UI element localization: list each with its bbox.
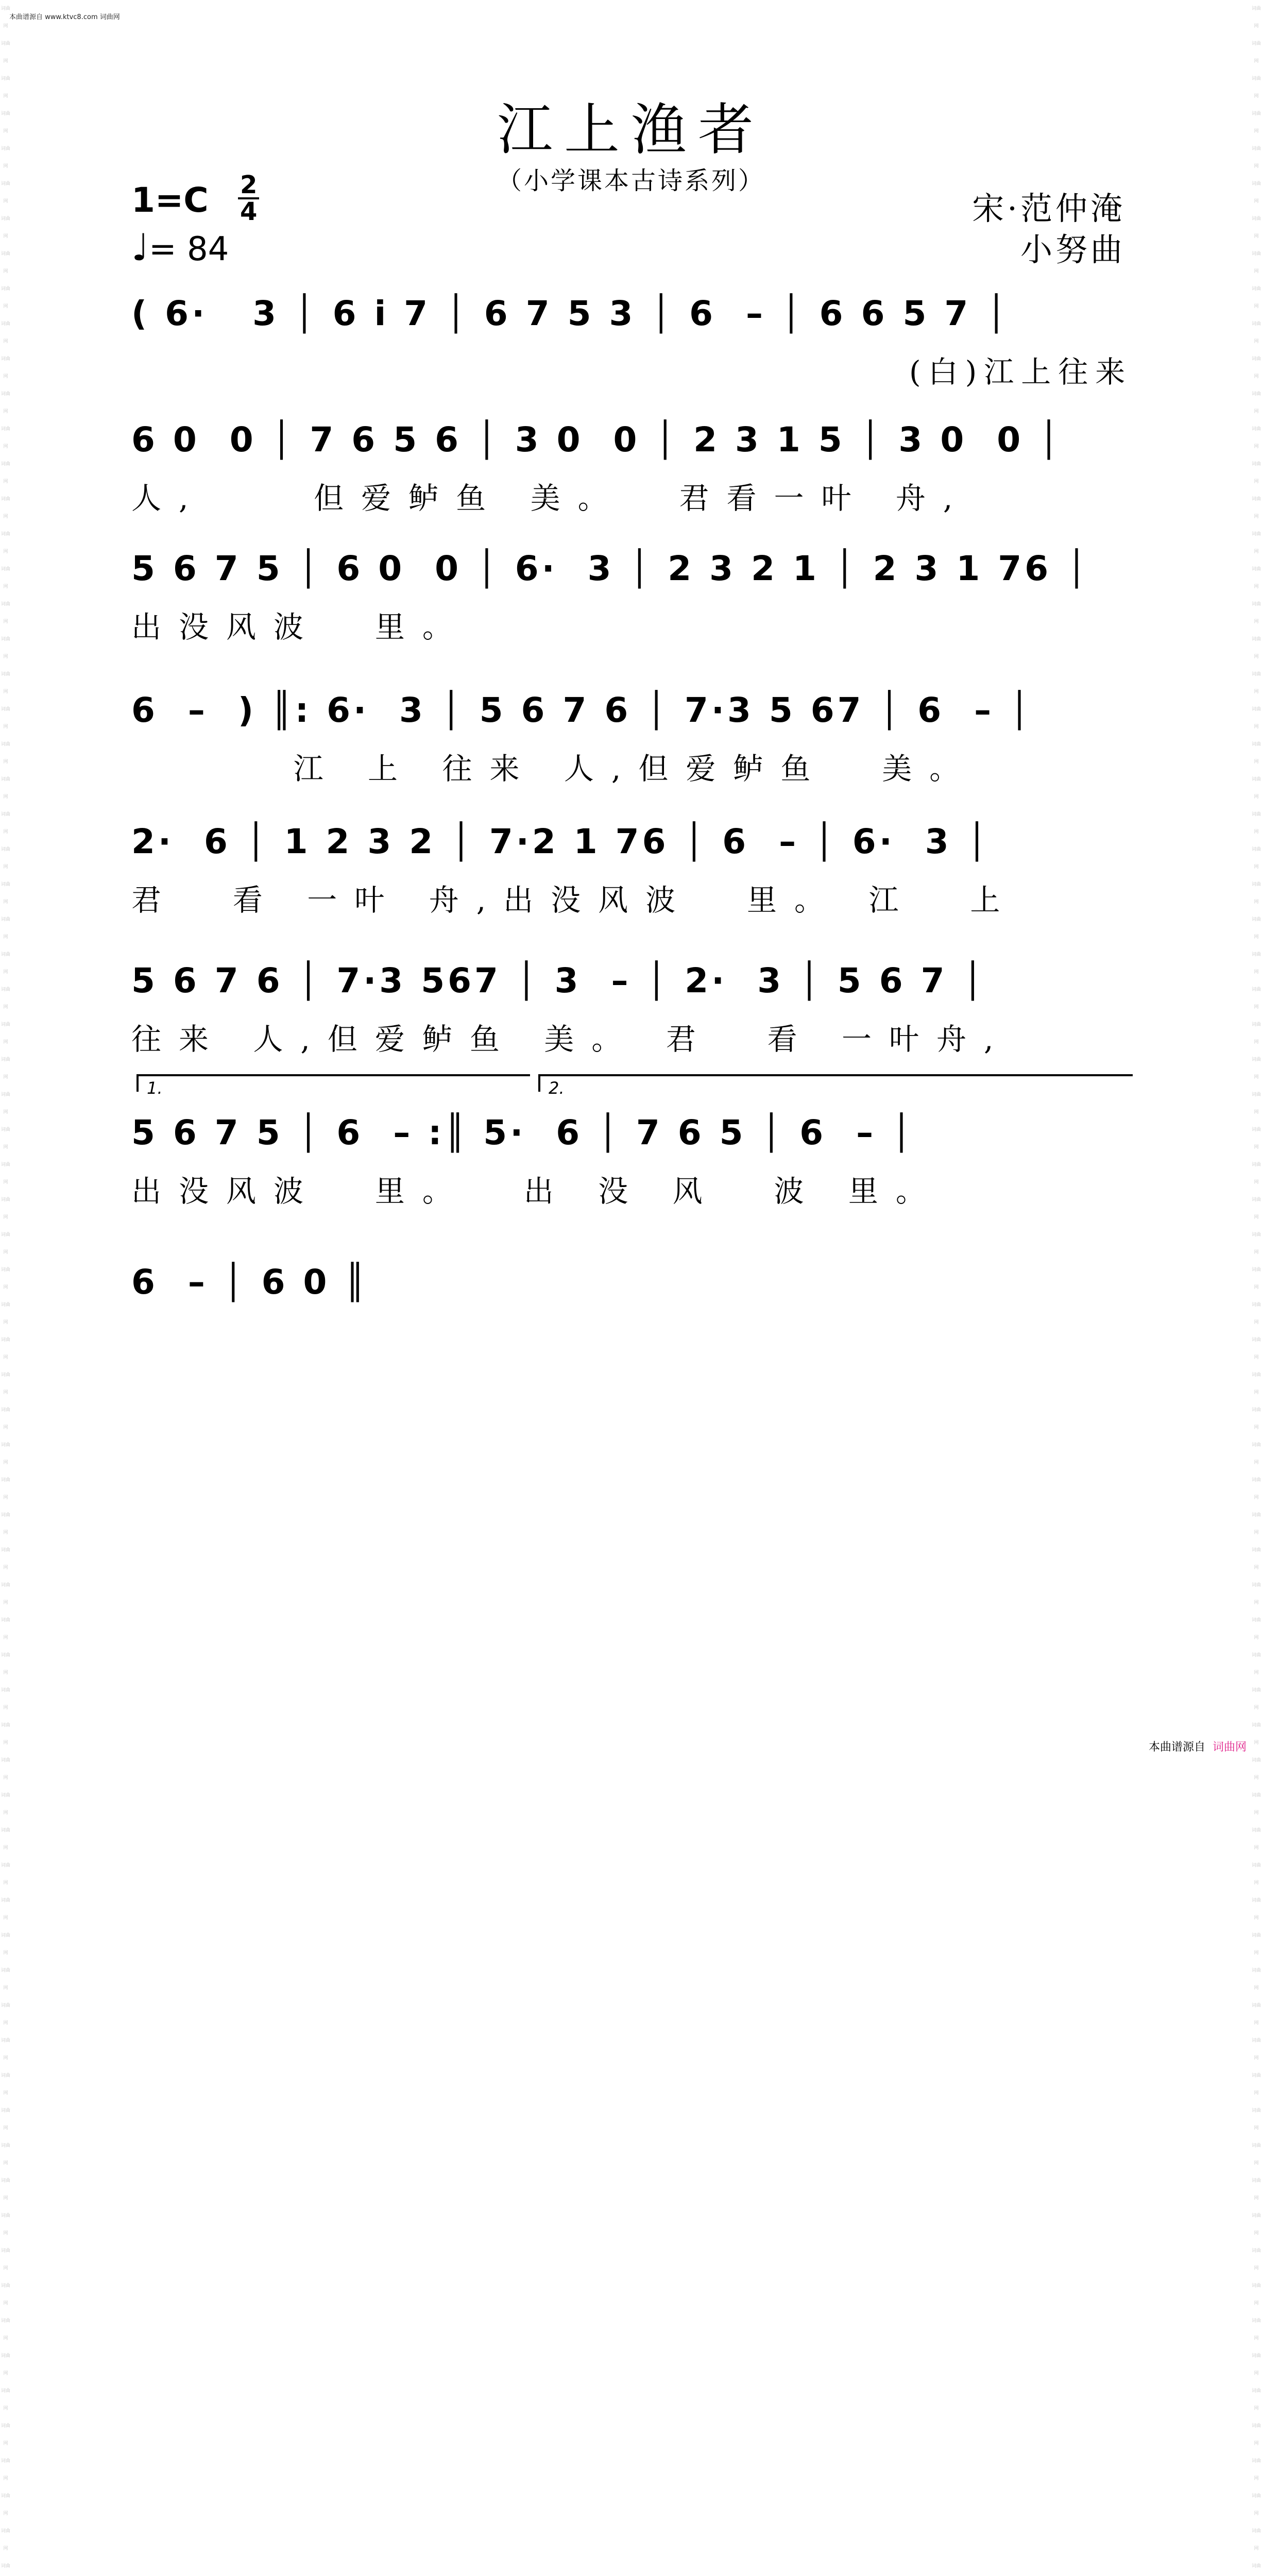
edge-watermark-text: 词曲网 (1, 1372, 10, 1395)
edge-watermark-text: 词曲网 (1, 1443, 10, 1465)
edge-watermark-text: 词曲网 (1, 216, 10, 239)
key-signature: 1=C (131, 180, 209, 220)
edge-watermark-text: 词曲网 (1251, 532, 1261, 554)
edge-watermark-text: 词曲网 (1, 847, 10, 870)
lyrics-line: 人, 但爱鲈鱼 美。 君看一叶 舟, (131, 481, 970, 516)
edge-watermark-text: 词曲网 (1251, 6, 1261, 29)
edge-watermark-text: 词曲网 (1251, 2003, 1261, 2026)
edge-watermark-text: 词曲网 (1251, 1443, 1261, 1465)
edge-watermark-text: 词曲网 (1251, 497, 1261, 519)
edge-watermark-text: 词曲网 (1, 777, 10, 800)
edge-watermark-text: 词曲网 (1, 742, 10, 765)
edge-watermark-text: 词曲网 (1251, 1898, 1261, 1921)
edge-watermark-text: 词曲网 (1, 1758, 10, 1781)
lyrics-line: 君 看 一叶 舟,出没风波 里。 江 上 (131, 883, 1018, 918)
footer-credit (1149, 1738, 1247, 1754)
edge-watermark-text: 词曲网 (1251, 2353, 1261, 2376)
edge-watermark-text: 词曲网 (1251, 2073, 1261, 2096)
edge-watermark-text: 词曲 (1, 2564, 10, 2569)
edge-watermark-text: 词曲网 (1, 41, 10, 64)
edge-watermark-text: 词曲网 (1, 1302, 10, 1325)
footer-brand[interactable]: 词曲网 (1212, 1741, 1247, 1754)
composer-credit: 小努曲 (1020, 231, 1125, 268)
edge-watermark-text: 词曲网 (1, 2178, 10, 2201)
edge-watermark-text: 词曲网 (1251, 812, 1261, 835)
edge-watermark-text: 词曲网 (1251, 2178, 1261, 2201)
quarter-note-icon: ♩ (131, 226, 149, 269)
edge-watermark-text: 词曲网 (1251, 1127, 1261, 1150)
edge-watermark-text: 词曲网 (1251, 111, 1261, 134)
edge-watermark-text: 词曲网 (1251, 1057, 1261, 1080)
edge-watermark-text: 词曲网 (1, 111, 10, 134)
edge-watermark-text: 词曲网 (1251, 1618, 1261, 1640)
edge-watermark-text: 词曲网 (1, 1653, 10, 1675)
source-note: 本曲谱源自 www.ktvc8.com 词曲网 (9, 13, 120, 21)
edge-watermark-text: 词曲网 (1, 2143, 10, 2166)
edge-watermark-text: 词曲网 (1251, 76, 1261, 99)
edge-watermark-text: 词曲网 (1251, 1653, 1261, 1675)
edge-watermark-text: 词曲网 (1251, 2038, 1261, 2061)
edge-watermark-text: 词曲网 (1251, 1232, 1261, 1255)
edge-watermark-text: 词曲网 (1, 1863, 10, 1886)
tempo-marking (131, 226, 229, 269)
edge-watermark-text: 词曲网 (1251, 2283, 1261, 2306)
edge-watermark-text: 词曲网 (1251, 1863, 1261, 1886)
notation-line: ( 6· 3 │ 6 i 7 │ 6 7 5 3 │ 6 – │ 6 6 5 7 │ (131, 294, 1010, 333)
edge-watermark-text: 词曲网 (1, 1162, 10, 1185)
edge-watermark-text: 词曲网 (1, 2459, 10, 2481)
edge-watermark-text: 词曲网 (1, 2108, 10, 2131)
tempo-value: = 84 (148, 230, 229, 268)
edge-watermark-text: 词曲网 (1, 357, 10, 379)
edge-watermark-text: 词曲网 (1, 76, 10, 99)
edge-watermark-text: 词曲网 (1, 2494, 10, 2516)
edge-watermark-text: 词曲网 (1, 321, 10, 344)
edge-watermark-text: 词曲网 (1, 2353, 10, 2376)
edge-watermark-text: 词曲网 (1, 427, 10, 449)
edge-watermark-text: 词曲网 (1251, 2424, 1261, 2446)
edge-watermark-text: 词曲网 (1, 987, 10, 1010)
edge-watermark-text: 词曲网 (1, 532, 10, 554)
edge-watermark-text: 词曲网 (1251, 1968, 1261, 1991)
edge-watermark-text: 词曲网 (1, 1548, 10, 1570)
edge-watermark-text: 词曲网 (1, 251, 10, 274)
edge-watermark-text: 词曲网 (1251, 41, 1261, 64)
edge-watermark-text: 词曲网 (1251, 602, 1261, 624)
edge-watermark-text: 词曲网 (1, 812, 10, 835)
edge-watermark-text: 词曲网 (1251, 392, 1261, 414)
first-ending-bracket (137, 1074, 530, 1098)
edge-watermark-text: 词曲网 (1, 2213, 10, 2236)
notation-line: 6 – │ 6 0 ║ (131, 1262, 369, 1302)
edge-watermark-text: 词曲网 (1251, 2213, 1261, 2236)
meter-denominator: 4 (240, 197, 258, 226)
notation-line: 2· 6 │ 1 2 3 2 │ 7·2 1 76 │ 6 – │ 6· 3 │ (131, 822, 991, 861)
lyrics-line: 出没风波 里。 出 没 风 波 里。 (131, 1174, 943, 1209)
edge-watermark-text: 词曲网 (1, 2388, 10, 2411)
edge-watermark-text: 词曲网 (1, 1933, 10, 1956)
edge-watermark-text: 词曲网 (1, 1337, 10, 1360)
edge-watermark-text: 词曲网 (1251, 2318, 1261, 2341)
notation-line: 6 0 0 │ 7 6 5 6 │ 3 0 0 │ 2 3 1 5 │ 3 0 0 │ (131, 420, 1062, 460)
edge-watermark-text: 词曲网 (1251, 1162, 1261, 1185)
edge-watermark-text: 词曲网 (1251, 357, 1261, 379)
edge-watermark-text: 词曲网 (1251, 882, 1261, 905)
edge-watermark-text: 词曲网 (1251, 1372, 1261, 1395)
edge-watermark-text: 词曲网 (1, 146, 10, 169)
edge-watermark-text: 词曲网 (1, 2529, 10, 2551)
edge-watermark-text: 词曲网 (1251, 1267, 1261, 1290)
edge-watermark-text: 词曲网 (1251, 2108, 1261, 2131)
edge-watermark-text: 词曲网 (1251, 2494, 1261, 2516)
edge-watermark-text: 词曲网 (1251, 1758, 1261, 1781)
edge-watermark-text: 词曲网 (1251, 1408, 1261, 1430)
right-edge-watermark (1251, 0, 1262, 2569)
edge-watermark-text: 词曲网 (1251, 1933, 1261, 1956)
edge-watermark-text: 词曲网 (1251, 1302, 1261, 1325)
edge-watermark-text: 词曲网 (1, 952, 10, 975)
edge-watermark-text: 词曲网 (1, 1057, 10, 1080)
edge-watermark-text: 词曲网 (1251, 321, 1261, 344)
edge-watermark-text: 词曲网 (1, 2283, 10, 2306)
edge-watermark-text: 词曲网 (1, 1478, 10, 1500)
edge-watermark-text: 词曲网 (1251, 847, 1261, 870)
edge-watermark-text: 词曲网 (1251, 1583, 1261, 1605)
meter-numerator: 2 (238, 173, 259, 199)
edge-watermark-text: 词曲网 (1251, 1513, 1261, 1535)
edge-watermark-text: 词曲网 (1, 1793, 10, 1816)
edge-watermark-text: 词曲网 (1, 2248, 10, 2271)
edge-watermark-text: 词曲网 (1251, 952, 1261, 975)
notation-line: 5 6 7 5 │ 6 – :║ 5· 6 │ 7 6 5 │ 6 – │ (131, 1113, 915, 1153)
notation-line: 5 6 7 6 │ 7·3 567 │ 3 – │ 2· 3 │ 5 6 7 │ (131, 961, 986, 1001)
edge-watermark-text: 词曲 (1251, 2564, 1261, 2569)
edge-watermark-text: 词曲网 (1, 6, 10, 29)
edge-watermark-text: 词曲网 (1251, 2143, 1261, 2166)
edge-watermark-text: 词曲网 (1, 2073, 10, 2096)
edge-watermark-text: 词曲网 (1, 1127, 10, 1150)
edge-watermark-text: 词曲网 (1, 567, 10, 589)
edge-watermark-text: 词曲网 (1251, 427, 1261, 449)
edge-watermark-text: 词曲网 (1251, 777, 1261, 800)
edge-watermark-text: 词曲网 (1251, 567, 1261, 589)
edge-watermark-text: 词曲网 (1, 392, 10, 414)
edge-watermark-text: 词曲网 (1251, 637, 1261, 659)
edge-watermark-text: 词曲网 (1, 1267, 10, 1290)
edge-watermark-text: 词曲网 (1251, 1092, 1261, 1115)
edge-watermark-text: 词曲网 (1, 602, 10, 624)
edge-watermark-text: 词曲网 (1251, 251, 1261, 274)
edge-watermark-text: 词曲网 (1251, 181, 1261, 204)
edge-watermark-text: 词曲网 (1251, 742, 1261, 765)
footer-source: 本曲谱源自 (1148, 1741, 1205, 1754)
edge-watermark-text: 词曲网 (1251, 216, 1261, 239)
edge-watermark-text: 词曲网 (1251, 2388, 1261, 2411)
lyrics-line: 江 上 往来 人,但爱鲈鱼 美。 (131, 751, 977, 786)
edge-watermark-text: 词曲网 (1251, 1723, 1261, 1745)
volta-label: 1. (147, 1078, 163, 1098)
edge-watermark-text: 词曲网 (1251, 1793, 1261, 1816)
edge-watermark-text: 词曲网 (1, 1513, 10, 1535)
edge-watermark-text: 词曲网 (1251, 672, 1261, 694)
edge-watermark-text: 词曲网 (1, 1583, 10, 1605)
edge-watermark-text: 词曲网 (1, 1232, 10, 1255)
edge-watermark-text: 词曲网 (1251, 1548, 1261, 1570)
lyrics-line: 往来 人,但爱鲈鱼 美。 君 看 一叶舟, (131, 1022, 1011, 1057)
edge-watermark-text: 词曲网 (1, 181, 10, 204)
notation-line: 5 6 7 5 │ 6 0 0 │ 6· 3 │ 2 3 2 1 │ 2 3 1 76 │ (131, 549, 1090, 588)
poet-credit: 宋·范仲淹 (972, 190, 1125, 227)
song-title: 江上渔者 (497, 98, 765, 162)
edge-watermark-text: 词曲网 (1251, 1197, 1261, 1220)
edge-watermark-text: 词曲网 (1251, 1478, 1261, 1500)
edge-watermark-text: 词曲网 (1251, 707, 1261, 730)
edge-watermark-text: 词曲网 (1, 1618, 10, 1640)
lyrics-line: 出没风波 里。 (131, 609, 470, 645)
left-edge-watermark (0, 0, 11, 2569)
edge-watermark-text: 词曲网 (1, 1898, 10, 1921)
edge-watermark-text: 词曲网 (1251, 2529, 1261, 2551)
edge-watermark-text: 词曲网 (1, 1688, 10, 1710)
edge-watermark-text: 词曲网 (1, 2038, 10, 2061)
edge-watermark-text: 词曲网 (1, 917, 10, 940)
edge-watermark-text: 词曲网 (1251, 987, 1261, 1010)
edge-watermark-text: 词曲网 (1, 2318, 10, 2341)
edge-watermark-text: 词曲网 (1251, 462, 1261, 484)
edge-watermark-text: 词曲网 (1, 1723, 10, 1745)
notation-line: 6 – ) ║: 6· 3 │ 5 6 7 6 │ 7·3 5 67 │ 6 – │ (131, 690, 1033, 730)
edge-watermark-text: 词曲网 (1, 672, 10, 694)
volta-label: 2. (549, 1078, 565, 1098)
edge-watermark-text: 词曲网 (1, 497, 10, 519)
edge-watermark-text: 词曲网 (1251, 146, 1261, 169)
lyrics-line: (白)江上往来 (909, 354, 1133, 389)
edge-watermark-text: 词曲网 (1, 1828, 10, 1851)
edge-watermark-text: 词曲网 (1251, 2248, 1261, 2271)
song-subtitle: （小学课本古诗系列） (497, 166, 765, 195)
edge-watermark-text: 词曲网 (1251, 2459, 1261, 2481)
edge-watermark-text: 词曲网 (1, 882, 10, 905)
time-signature (238, 173, 259, 224)
edge-watermark-text: 词曲网 (1, 1408, 10, 1430)
edge-watermark-text: 词曲网 (1, 707, 10, 730)
edge-watermark-text: 词曲网 (1, 1022, 10, 1045)
edge-watermark-text: 词曲网 (1, 1092, 10, 1115)
second-ending-bracket (538, 1074, 1133, 1098)
edge-watermark-text: 词曲网 (1, 462, 10, 484)
edge-watermark-text: 词曲网 (1251, 286, 1261, 309)
edge-watermark-text: 词曲网 (1, 286, 10, 309)
edge-watermark-text: 词曲网 (1, 1197, 10, 1220)
edge-watermark-text: 词曲网 (1251, 1022, 1261, 1045)
edge-watermark-text: 词曲网 (1, 2003, 10, 2026)
edge-watermark-text: 词曲网 (1251, 1337, 1261, 1360)
edge-watermark-text: 词曲网 (1251, 1828, 1261, 1851)
edge-watermark-text: 词曲网 (1, 637, 10, 659)
edge-watermark-text: 词曲网 (1, 1968, 10, 1991)
edge-watermark-text: 词曲网 (1251, 917, 1261, 940)
edge-watermark-text: 词曲网 (1251, 1688, 1261, 1710)
edge-watermark-text: 词曲网 (1, 2424, 10, 2446)
